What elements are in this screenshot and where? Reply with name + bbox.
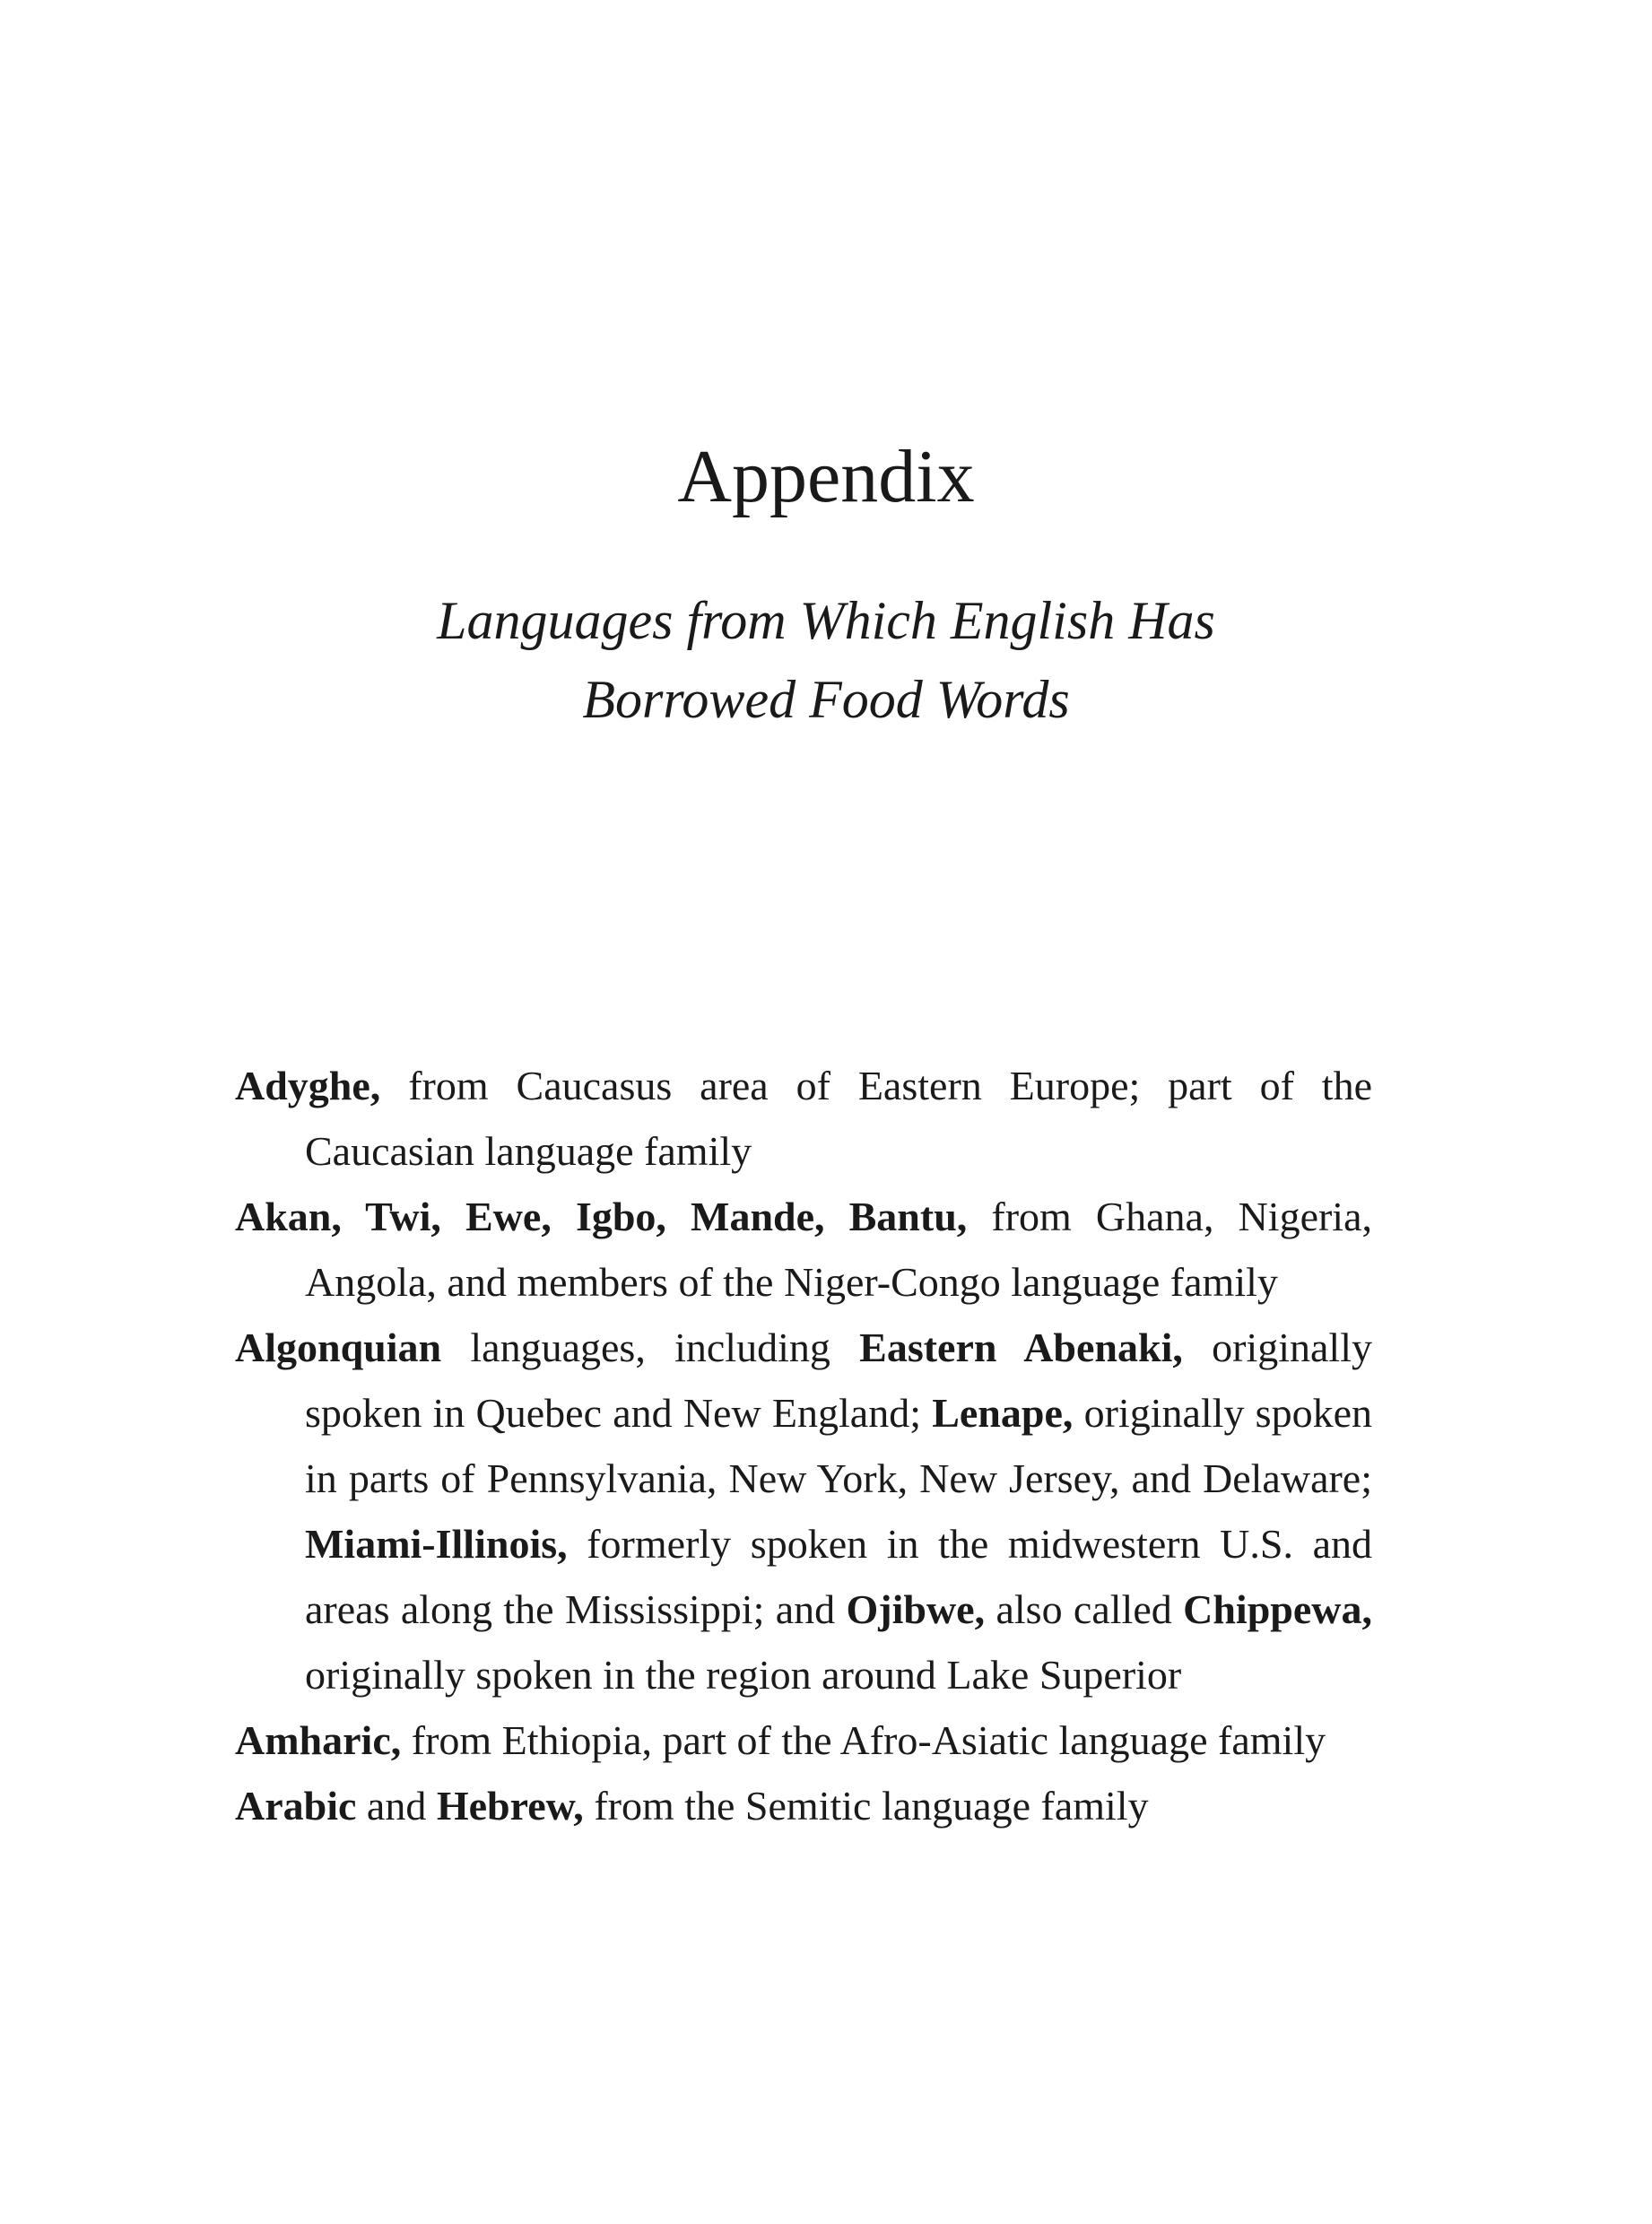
entry-description: originally spoken in parts of Pennsylvania, New York, New Jersey, and Delaware; [305, 1390, 1372, 1501]
language-name: Adyghe, [235, 1063, 381, 1108]
entry-description: formerly spoken in the midwestern U.S. and areas along the Mississippi; and [305, 1521, 1372, 1632]
entry-description: from Ethiopia, part of the Afro-Asiatic language family [401, 1717, 1326, 1763]
entry-description: from the Semitic language family [583, 1783, 1149, 1829]
language-entry [235, 1184, 1372, 1315]
entry-description: and [356, 1783, 437, 1829]
entry-description: originally spoken in Quebec and New England; [305, 1325, 1372, 1436]
entry-description: from Ghana, Nigeria, Angola, and members of the Niger-Congo language family [305, 1194, 1372, 1305]
language-entry [235, 1315, 1372, 1707]
entry-description: from Caucasus area of Eastern Europe; part of the Caucasian language family [305, 1063, 1372, 1174]
language-name: Chippewa, [1183, 1586, 1372, 1632]
language-name: Hebrew, [436, 1783, 584, 1829]
language-entry [235, 1773, 1372, 1838]
page-title: Appendix [677, 435, 975, 518]
language-name: Algonquian [235, 1325, 442, 1370]
page-subtitle [0, 581, 1652, 739]
language-name: Eastern Abenaki, [859, 1325, 1183, 1370]
language-entry [235, 1053, 1372, 1184]
language-name: Lenape, [932, 1390, 1074, 1436]
subtitle-line-1: Languages from Which English Has [437, 591, 1215, 650]
language-name: Arabic [235, 1783, 357, 1829]
subtitle-line-2: Borrowed Food Words [582, 670, 1070, 729]
language-name: Miami-Illinois, [305, 1521, 568, 1567]
language-name: Ojibwe, [846, 1586, 986, 1632]
entry-description: originally spoken in the region around Lake Superior [305, 1652, 1182, 1698]
language-name: Amharic, [235, 1717, 402, 1763]
entry-description: languages, including [441, 1325, 860, 1370]
language-entry-list [235, 1053, 1372, 1838]
language-name: Akan, Twi, Ewe, Igbo, Mande, Bantu, [235, 1194, 968, 1239]
language-entry [235, 1707, 1372, 1773]
entry-description: also called [985, 1586, 1184, 1632]
